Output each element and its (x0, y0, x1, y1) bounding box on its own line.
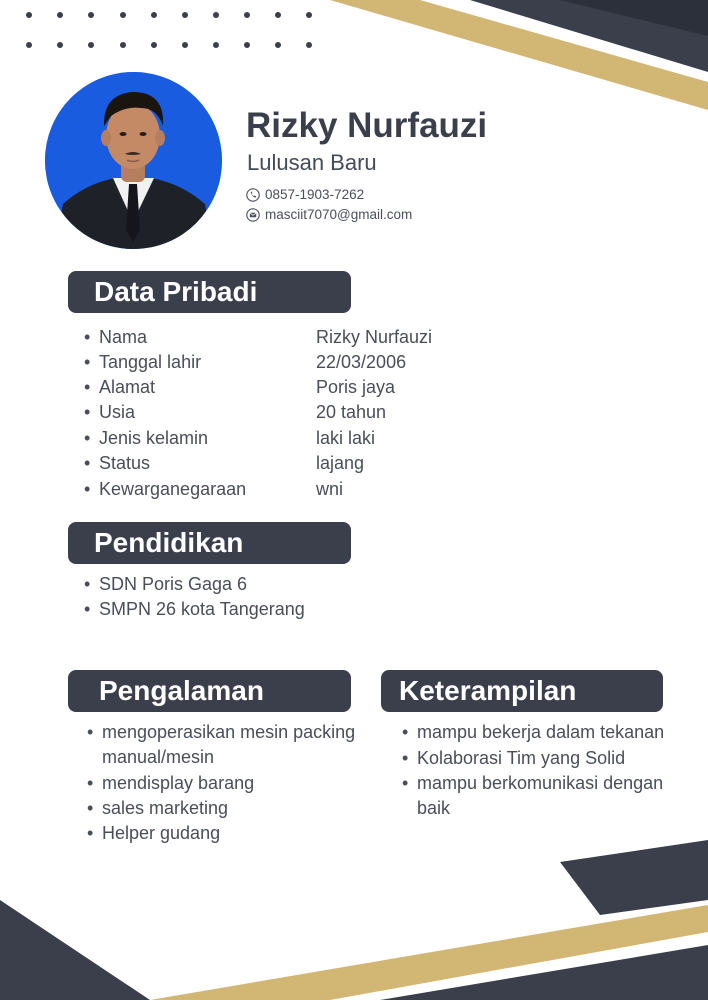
section-header-data-pribadi: Data Pribadi (68, 271, 351, 313)
dot (213, 42, 219, 48)
bullet: • (87, 773, 94, 793)
experience-text: mengoperasikan mesin packing (102, 722, 356, 742)
dot (151, 12, 157, 18)
portrait-illustration (45, 72, 222, 249)
email-address: masciit7070@gmail.com (265, 207, 413, 222)
experience-text: mendisplay barang (102, 773, 255, 793)
skill-text: mampu berkomunikasi dengan (417, 773, 664, 793)
personal-row (84, 426, 464, 451)
dot (120, 42, 126, 48)
personal-key: Tanggal lahir (99, 352, 202, 372)
dot (57, 12, 63, 18)
bullet: • (84, 453, 91, 473)
bullet: • (84, 377, 91, 397)
personal-value: laki laki (316, 428, 376, 448)
section-header-keterampilan: Keterampilan (381, 670, 663, 712)
dot (88, 12, 94, 18)
section-header-pendidikan: Pendidikan (68, 522, 351, 564)
personal-value: 22/03/2006 (316, 352, 407, 372)
contact-phone (246, 186, 364, 204)
phone-icon (246, 188, 260, 202)
dot (275, 12, 281, 18)
bullet: • (84, 327, 91, 347)
personal-key: Kewarganegaraan (99, 479, 247, 499)
personal-value: Rizky Nurfauzi (316, 327, 433, 347)
personal-row (84, 350, 464, 375)
personal-key: Status (99, 453, 151, 473)
dot (275, 42, 281, 48)
section-header-pengalaman: Pengalaman (68, 670, 351, 712)
dot (57, 42, 63, 48)
dot (26, 12, 32, 18)
phone-number: 0857-1903-7262 (265, 187, 365, 202)
bullet: • (84, 479, 91, 499)
bullet: • (402, 722, 409, 742)
mail-icon (246, 208, 260, 222)
dot (88, 42, 94, 48)
dot (182, 12, 188, 18)
personal-row (84, 400, 464, 425)
bullet: • (402, 773, 409, 793)
personal-value: wni (316, 479, 344, 499)
dot (26, 42, 32, 48)
bullet: • (84, 402, 91, 422)
dot (213, 12, 219, 18)
dot (244, 42, 250, 48)
experience-text-continued: manual/mesin (102, 747, 215, 767)
personal-key: Usia (99, 402, 136, 422)
bottom-right-navy (560, 840, 708, 915)
candidate-name: Rizky Nurfauzi (246, 106, 488, 145)
skill-text: Kolaborasi Tim yang Solid (417, 748, 626, 768)
personal-row (84, 477, 464, 502)
personal-value: lajang (316, 453, 365, 473)
bottom-left-navy (0, 900, 150, 1000)
dot (244, 12, 250, 18)
bullet: • (84, 574, 91, 594)
profile-photo (45, 72, 222, 249)
personal-row (84, 325, 464, 350)
dot (306, 42, 312, 48)
candidate-subtitle: Lulusan Baru (247, 150, 377, 175)
personal-key: Alamat (99, 377, 156, 397)
skill-text: mampu bekerja dalam tekanan (417, 722, 665, 742)
personal-key: Jenis kelamin (99, 428, 209, 448)
personal-row (84, 451, 464, 476)
dot (151, 42, 157, 48)
personal-value: Poris jaya (316, 377, 396, 397)
bullet: • (84, 428, 91, 448)
contact-email (246, 206, 412, 224)
bullet: • (402, 748, 409, 768)
personal-value: 20 tahun (316, 402, 387, 422)
bullet: • (87, 722, 94, 742)
experience-text: Helper gudang (102, 823, 221, 843)
skill-text-continued: baik (417, 798, 451, 818)
experience-text: sales marketing (102, 798, 229, 818)
bullet: • (84, 352, 91, 372)
bullet: • (87, 798, 94, 818)
education-text: SMPN 26 kota Tangerang (99, 599, 305, 619)
dot (182, 42, 188, 48)
dot (306, 12, 312, 18)
dot (120, 12, 126, 18)
personal-key: Nama (99, 327, 148, 347)
bullet: • (84, 599, 91, 619)
personal-row (84, 375, 464, 400)
bullet: • (87, 823, 94, 843)
education-text: SDN Poris Gaga 6 (99, 574, 248, 594)
